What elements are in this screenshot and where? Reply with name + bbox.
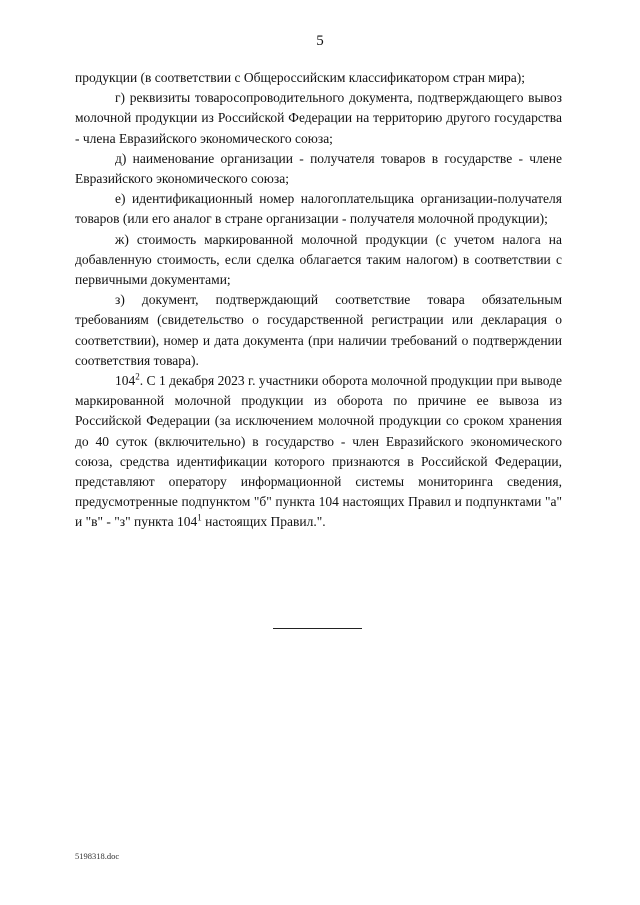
paragraph-item-z: з) документ, подтверждающий соответствие товара обязательным требованиям (свидетельство о государственной регистрации или декларация о соответствии), номер и дата документа (при наличии требований о подтверждении соответствия товара). (75, 292, 562, 368)
clause-text: . С 1 декабря 2023 г. участники оборота молочной продукции при выводе маркированной молочной продукции из оборота по причине ее вывоза из Российской Федерации (за исключением молочной продукции со сроком хранения до 40 суток (включительно) в государство - член Евразийского экономического союза, средства идентификации которого признаются в Российской Федерации, представляют оператору информационной системы мониторинга сведения, предусмотренные подпунктом "б" пункта 104 настоящих Правил и подпунктами "а" и "в" - "з" пункта 104 (75, 373, 562, 530)
paragraph-continuation: продукции (в соответствии с Общероссийским классификатором стран мира); (75, 70, 526, 85)
page-number: 5 (316, 33, 324, 49)
reference-superscript: 1 (197, 512, 202, 523)
paragraph-clause-104-2 (75, 371, 562, 533)
document-body (75, 68, 562, 533)
paragraph-item-zh: ж) стоимость маркированной молочной продукции (с учетом налога на добавленную стоимость, если сделка облагается таким налогом) в соответствии с первичными документами; (75, 231, 562, 288)
paragraph-item-e: е) идентификационный номер налогоплательщика организации-получателя товаров (или его аналог в стране организации - получателя молочной продукции); (75, 191, 562, 227)
paragraph-item-g: г) реквизиты товаросопроводительного документа, подтверждающего вывоз молочной продукции из Российской Федерации на территорию другого государства - члена Евразийского экономического союза; (75, 90, 562, 146)
end-divider-line (273, 628, 362, 629)
paragraph-item-d: д) наименование организации - получателя товаров в государстве - члене Евразийского экономического союза; (75, 150, 562, 187)
clause-number: 104 (115, 373, 136, 389)
document-file-code: 5198318.doc (75, 851, 120, 861)
clause-text-end: настоящих Правил.". (201, 514, 326, 530)
clause-number-superscript: 2 (135, 371, 140, 382)
